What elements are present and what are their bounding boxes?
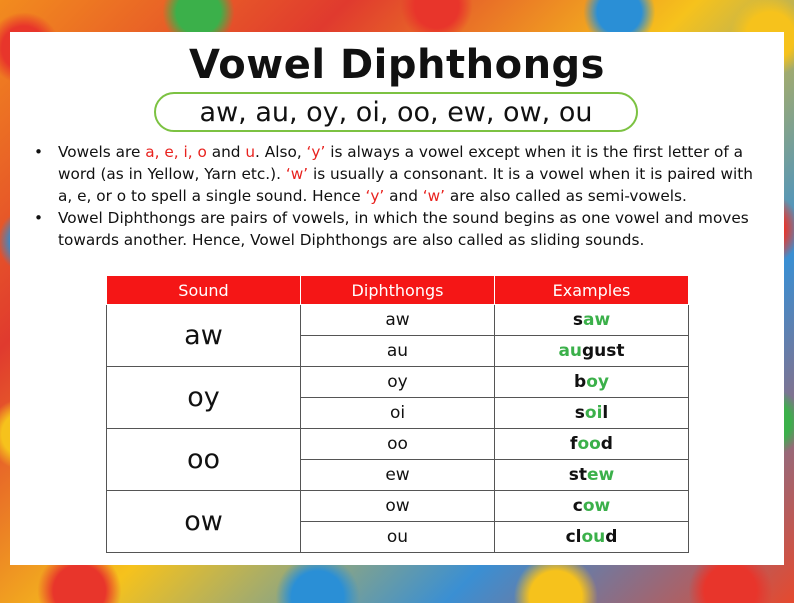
bullet-dot-icon: •: [34, 143, 44, 161]
diphthong-cell: oy: [301, 367, 495, 398]
sound-cell: aw: [107, 305, 301, 367]
example-cell: boy: [495, 367, 689, 398]
diphthong-cell: ew: [301, 460, 495, 491]
sound-cell: ow: [107, 491, 301, 553]
bullet-diphthongs: • Vowel Diphthongs are pairs of vowels, in which the sound begins as one vowel and moves towards another. Hence, Vowel Diphthongs are also called as sliding sounds.: [34, 209, 749, 250]
table-header-row: [107, 276, 689, 305]
diphthong-table: [106, 275, 689, 553]
diphthong-cell: oi: [301, 398, 495, 429]
diphthong-cell: ow: [301, 491, 495, 522]
diphthong-cell: ou: [301, 522, 495, 553]
info-bullets: [34, 142, 760, 253]
table-row: [107, 491, 689, 522]
bullet-vowels: • Vowels are a, e, i, o and u. Also, ‘y’ is always a vowel except when it is the first letter of a word (as in Yellow, Yarn etc.). ‘w’ is usually a consonant. It is a vowel when it is paired with a, e, or o to spell a single sound. Hence ‘y’ and ‘w’ are also called as semi-vowels.: [34, 143, 753, 205]
diphthong-cell: oo: [301, 429, 495, 460]
page-title: Vowel Diphthongs: [189, 42, 605, 88]
header-diphthongs: Diphthongs: [301, 276, 495, 305]
sound-cell: oy: [107, 367, 301, 429]
example-cell: stew: [495, 460, 689, 491]
diphthong-list-banner: aw, au, oy, oi, oo, ew, ow, ou: [154, 92, 638, 132]
example-cell: cow: [495, 491, 689, 522]
example-cell: august: [495, 336, 689, 367]
table-row: [107, 367, 689, 398]
table-row: [107, 305, 689, 336]
example-cell: saw: [495, 305, 689, 336]
diphthong-cell: au: [301, 336, 495, 367]
diphthong-cell: aw: [301, 305, 495, 336]
example-cell: cloud: [495, 522, 689, 553]
header-examples: Examples: [495, 276, 689, 305]
bullet-dot-icon: •: [34, 209, 44, 228]
header-sound: Sound: [107, 276, 301, 305]
example-cell: food: [495, 429, 689, 460]
sound-cell: oo: [107, 429, 301, 491]
table-row: [107, 429, 689, 460]
example-cell: soil: [495, 398, 689, 429]
worksheet-card: [10, 32, 784, 565]
